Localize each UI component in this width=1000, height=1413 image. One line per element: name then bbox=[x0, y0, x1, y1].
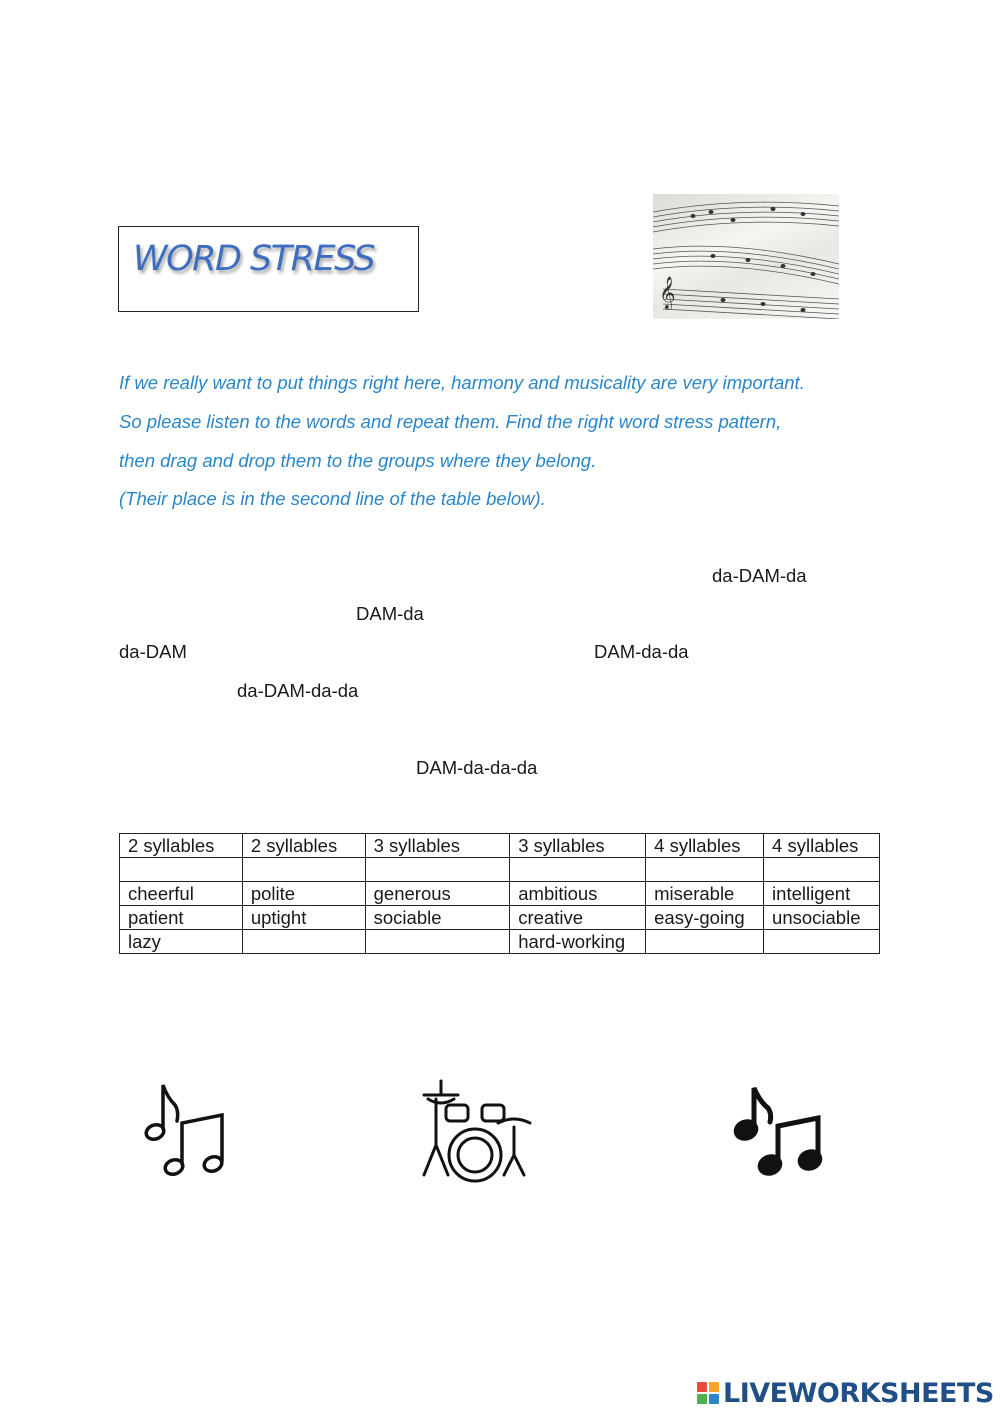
drop-zone-cell[interactable] bbox=[646, 858, 764, 882]
word-table bbox=[119, 833, 880, 954]
header-cell: 2 syllables bbox=[120, 834, 243, 858]
word-cell: sociable bbox=[365, 906, 510, 930]
word-cell: generous bbox=[365, 882, 510, 906]
draggable-pattern[interactable]: DAM-da-da-da bbox=[416, 757, 538, 778]
word-cell: cheerful bbox=[120, 882, 243, 906]
title-box bbox=[118, 226, 419, 312]
draggable-pattern[interactable]: da-DAM bbox=[119, 641, 187, 662]
header-cell: 3 syllables bbox=[510, 834, 646, 858]
drop-zone-cell[interactable] bbox=[764, 858, 880, 882]
draggable-pattern[interactable]: DAM-da bbox=[356, 603, 424, 624]
music-notes-outline-icon bbox=[133, 1075, 245, 1190]
drop-zone-row bbox=[120, 858, 880, 882]
word-cell bbox=[646, 930, 764, 954]
draggable-pattern[interactable]: DAM-da-da bbox=[594, 641, 689, 662]
word-cell: easy-going bbox=[646, 906, 764, 930]
music-notes-filled-icon bbox=[728, 1080, 843, 1190]
word-cell: lazy bbox=[120, 930, 243, 954]
page-title: WORD STRESS bbox=[133, 239, 375, 279]
drop-zone-cell[interactable] bbox=[120, 858, 243, 882]
header-cell: 3 syllables bbox=[365, 834, 510, 858]
word-cell: miserable bbox=[646, 882, 764, 906]
table-row bbox=[120, 906, 880, 930]
word-cell: polite bbox=[242, 882, 365, 906]
logo-mark-icon bbox=[697, 1382, 719, 1404]
word-cell: unsociable bbox=[764, 906, 880, 930]
header-cell: 4 syllables bbox=[764, 834, 880, 858]
instruction-line: So please listen to the words and repeat them. Find the right word stress pattern, bbox=[119, 411, 782, 432]
word-cell bbox=[242, 930, 365, 954]
word-cell bbox=[764, 930, 880, 954]
word-cell: creative bbox=[510, 906, 646, 930]
drum-kit-icon bbox=[418, 1075, 536, 1187]
liveworksheets-logo bbox=[697, 1378, 994, 1408]
table-row bbox=[120, 930, 880, 954]
header-cell: 4 syllables bbox=[646, 834, 764, 858]
drop-zone-cell[interactable] bbox=[510, 858, 646, 882]
word-cell: ambitious bbox=[510, 882, 646, 906]
table-header-row bbox=[120, 834, 880, 858]
svg-text:𝄞: 𝄞 bbox=[659, 276, 676, 309]
word-cell: hard-working bbox=[510, 930, 646, 954]
instruction-line: then drag and drop them to the groups where they belong. bbox=[119, 450, 597, 471]
brand-name: LIVEWORKSHEETS bbox=[723, 1377, 994, 1409]
drop-zone-cell[interactable] bbox=[242, 858, 365, 882]
header-cell: 2 syllables bbox=[242, 834, 365, 858]
word-cell: intelligent bbox=[764, 882, 880, 906]
table-row bbox=[120, 882, 880, 906]
instruction-line: (Their place is in the second line of the table below). bbox=[119, 488, 546, 509]
instruction-line: If we really want to put things right here, harmony and musicality are very important. bbox=[119, 372, 805, 393]
sheet-music-image bbox=[653, 194, 839, 319]
drop-zone-cell[interactable] bbox=[365, 858, 510, 882]
draggable-pattern[interactable]: da-DAM-da bbox=[712, 565, 807, 586]
word-cell: patient bbox=[120, 906, 243, 930]
draggable-pattern[interactable]: da-DAM-da-da bbox=[237, 680, 359, 701]
word-cell bbox=[365, 930, 510, 954]
word-cell: uptight bbox=[242, 906, 365, 930]
